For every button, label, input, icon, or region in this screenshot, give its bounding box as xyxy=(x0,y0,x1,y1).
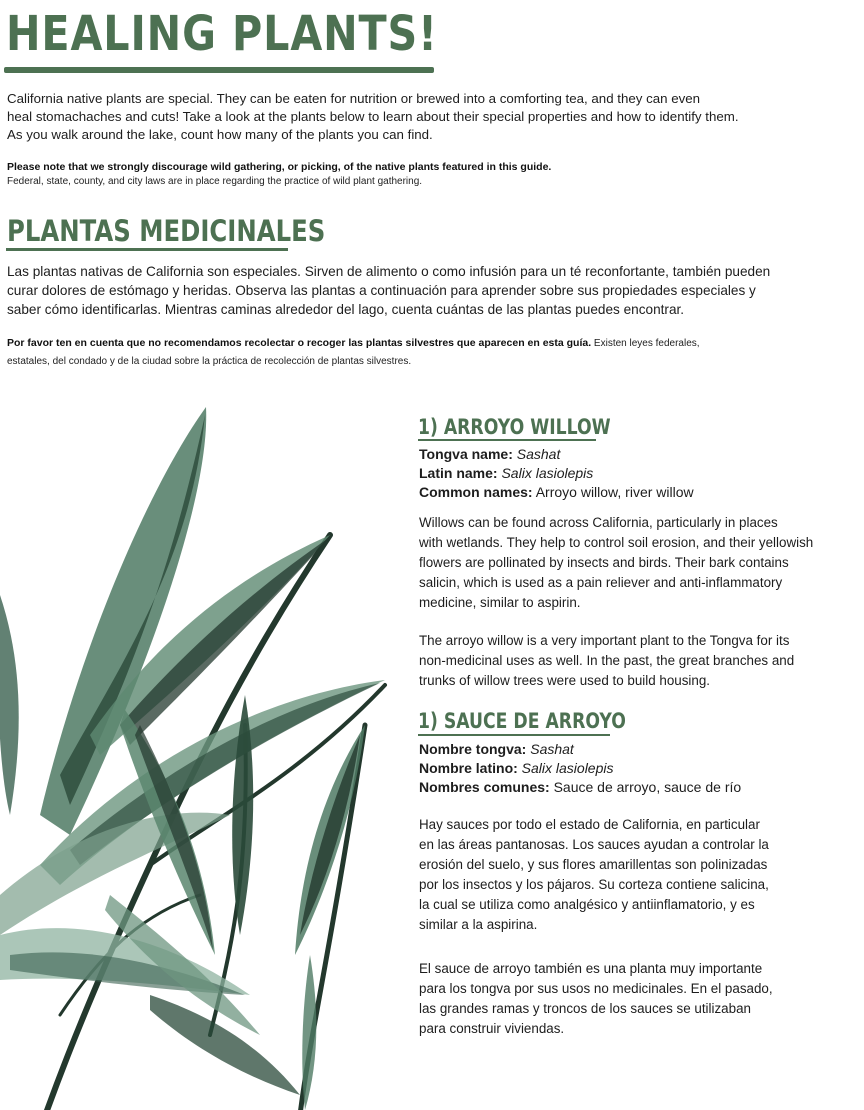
tongva-name-label: Tongva name: xyxy=(419,446,513,462)
intro-line: heal stomachaches and cuts! Take a look at the plants below to learn about their special properties and how to identify them. xyxy=(7,109,739,124)
section-title-underline xyxy=(6,248,288,251)
gathering-note xyxy=(7,160,551,189)
willow-leaves-illustration xyxy=(0,395,410,1110)
gathering-note-spanish xyxy=(7,334,700,371)
latin-name-value: Salix lasiolepis xyxy=(501,465,594,481)
tongva-name-label: Nombre tongva: xyxy=(419,741,527,757)
uses-line: El sauce de arroyo también es una planta muy importante xyxy=(419,961,763,976)
uses-line: las grandes ramas y troncos de los sauces se utilizaban xyxy=(419,1001,751,1016)
gathering-note-text: Federal, state, county, and city laws are in place regarding the practice of wild plant gathering. xyxy=(7,176,423,187)
intro-paragraph-spanish xyxy=(7,262,770,319)
latin-name-label: Latin name: xyxy=(419,465,498,481)
description-line: salicin, which is used as a pain reliever and anti-inflammatory xyxy=(419,575,783,590)
section-title-spanish: PLANTAS MEDICINALES xyxy=(7,214,326,248)
title-underline xyxy=(4,67,434,73)
description-line: similar a la aspirina. xyxy=(419,917,538,932)
uses-line: The arroyo willow is a very important plant to the Tongva for its xyxy=(419,633,790,648)
tongva-name-row xyxy=(419,740,741,759)
plant-facts-spanish xyxy=(419,740,741,797)
gathering-note-spanish-text-2: estatales, del condado y de la ciudad sobre la práctica de recolección de plantas silvestres. xyxy=(7,356,412,367)
uses-line: para construir viviendas. xyxy=(419,1021,565,1036)
description-line: Hay sauces por todo el estado de California, en particular xyxy=(419,817,760,832)
gathering-note-spanish-bold: Por favor ten en cuenta que no recomendamos recolectar o recoger las plantas silvestres que aparecen en esta guía. xyxy=(7,337,592,349)
common-names-row xyxy=(419,483,694,502)
description-line: por los insectos y los pájaros. Su corteza contiene salicina, xyxy=(419,877,769,892)
gathering-note-spanish-text: Existen leyes federales, xyxy=(593,338,700,349)
description-line: Willows can be found across California, particularly in places xyxy=(419,515,778,530)
plant-description xyxy=(419,513,839,613)
plant-heading-spanish: 1) SAUCE DE ARROYO xyxy=(418,709,626,733)
common-names-row xyxy=(419,778,741,797)
uses-line: trunks of willow trees were used to build housing. xyxy=(419,673,711,688)
description-line: with wetlands. They help to control soil erosion, and their yellowish xyxy=(419,535,814,550)
common-names-label: Common names: xyxy=(419,484,533,500)
description-line: la cual se utiliza como analgésico y antiinflamatorio, y es xyxy=(419,897,755,912)
tongva-name-row xyxy=(419,445,694,464)
latin-name-row xyxy=(419,464,694,483)
latin-name-row xyxy=(419,759,741,778)
plant-facts xyxy=(419,445,694,502)
common-names-value: Sauce de arroyo, sauce de río xyxy=(553,779,742,795)
description-line: en las áreas pantanosas. Los sauces ayudan a controlar la xyxy=(419,837,769,852)
intro-line: As you walk around the lake, count how many of the plants you can find. xyxy=(7,127,433,142)
common-names-label: Nombres comunes: xyxy=(419,779,550,795)
intro-line: curar dolores de estómago y heridas. Observa las plantas a continuación para aprender sobre sus propiedades especiales y xyxy=(7,283,756,298)
gathering-note-bold: Please note that we strongly discourage wild gathering, or picking, of the native plants featured in this guide. xyxy=(7,161,552,173)
description-line: erosión del suelo, y sus flores amarillentas son polinizadas xyxy=(419,857,768,872)
description-line: flowers are pollinated by insects and birds. Their bark contains xyxy=(419,555,789,570)
description-line: medicine, similar to aspirin. xyxy=(419,595,581,610)
tongva-name-value: Sashat xyxy=(516,446,561,462)
tongva-name-value: Sashat xyxy=(530,741,574,757)
page-title: HEALING PLANTS! xyxy=(6,6,438,62)
plant-heading-underline xyxy=(418,439,596,441)
intro-line: saber cómo identificarlas. Mientras caminas alrededor del lago, cuenta cuántas de las plantas puedes encontrar. xyxy=(7,302,685,317)
uses-line: para los tongva por sus usos no medicinales. En el pasado, xyxy=(419,981,773,996)
intro-line: California native plants are special. They can be eaten for nutrition or brewed into a comforting tea, and they can even xyxy=(7,91,701,106)
intro-paragraph xyxy=(7,90,739,144)
latin-name-value: Salix lasiolepis xyxy=(521,760,614,776)
plant-heading-spanish-underline xyxy=(418,734,610,736)
plant-uses-spanish xyxy=(419,959,839,1039)
plant-uses xyxy=(419,631,839,691)
plant-heading: 1) ARROYO WILLOW xyxy=(418,415,611,439)
willow-leaves xyxy=(0,407,385,1110)
intro-line: Las plantas nativas de California son especiales. Sirven de alimento o como infusión para un té reconfortante, también pueden xyxy=(7,264,771,279)
uses-line: non-medicinal uses as well. In the past, the great branches and xyxy=(419,653,795,668)
common-names-value: Arroyo willow, river willow xyxy=(535,484,694,500)
plant-description-spanish xyxy=(419,815,839,935)
latin-name-label: Nombre latino: xyxy=(419,760,518,776)
